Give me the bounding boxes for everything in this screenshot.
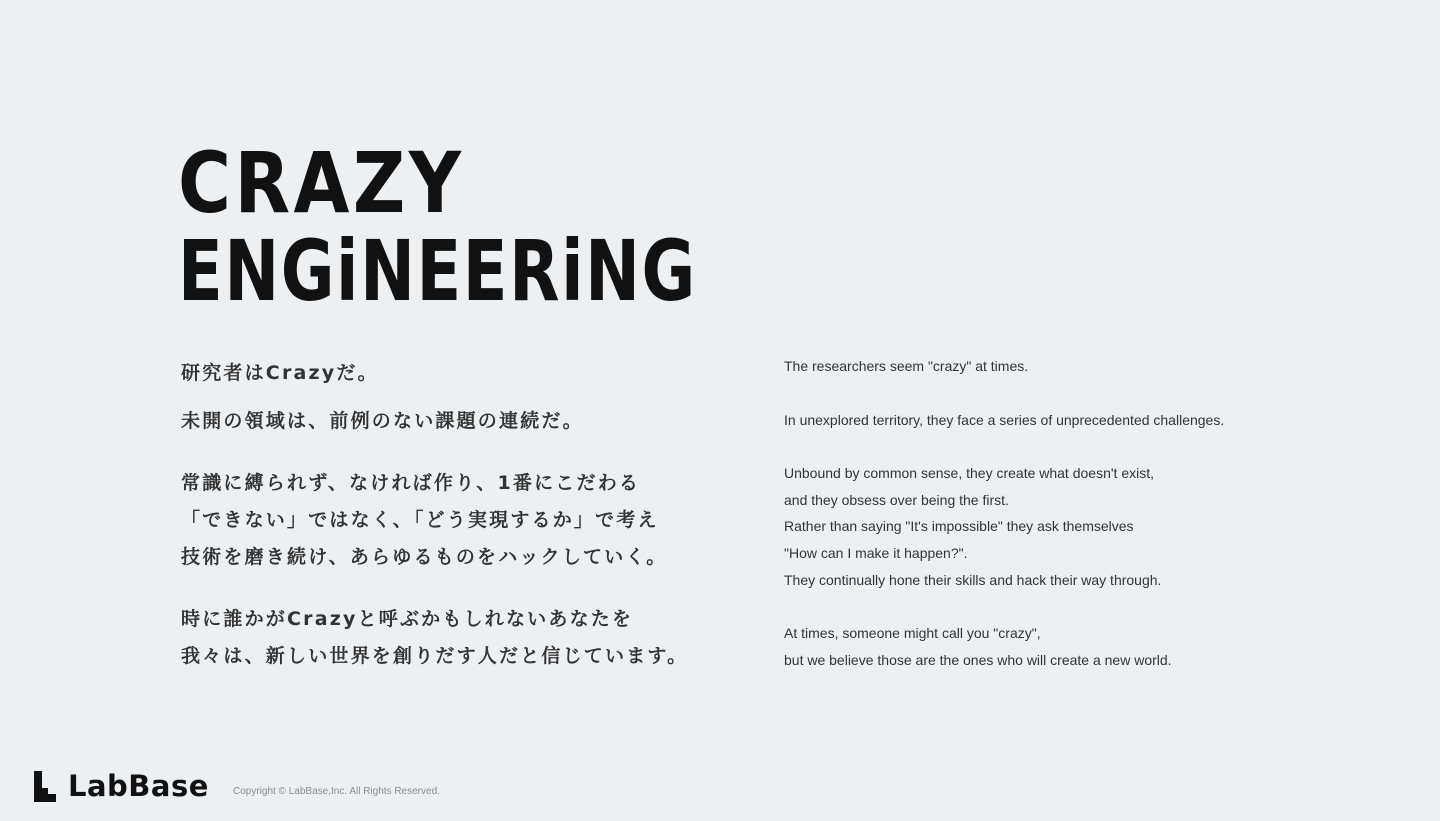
english-paragraph-3 (784, 460, 1161, 593)
title-crazy: CRAZY (178, 134, 465, 232)
labbase-logo-text: LabBase (68, 769, 209, 803)
labbase-logo-mark-icon (34, 771, 56, 802)
japanese-line: 技術を磨き続け、あらゆるものをハックしていく。 (181, 546, 668, 568)
japanese-line: 時に誰かがCrazyと呼ぶかもしれないあなたを (181, 608, 634, 630)
japanese-paragraph-2 (181, 403, 584, 440)
english-line: They continually hone their skills and hack their way through. (784, 571, 1162, 588)
labbase-logo (34, 770, 209, 802)
japanese-line: 「できない」ではなく、「どう実現するか」で考え (181, 509, 659, 531)
english-paragraph-4 (784, 620, 1172, 673)
english-line: In unexplored territory, they face a series of unprecedented challenges. (784, 412, 1225, 428)
japanese-paragraph-1 (181, 355, 379, 392)
japanese-line: 未開の領域は、前例のない課題の連続だ。 (181, 410, 584, 432)
english-line: "How can I make it happen?". (784, 545, 968, 562)
english-line: At times, someone might call you "crazy", (784, 625, 1041, 641)
english-line: The researchers seem "crazy" at times. (784, 358, 1029, 374)
english-line: Rather than saying "It's impossible" they ask themselves (784, 518, 1134, 535)
japanese-line: 我々は、新しい世界を創りだす人だと信じています。 (181, 645, 689, 667)
japanese-line: 常識に縛られず、なければ作り、1番にこだわる (181, 472, 641, 494)
english-paragraph-2 (784, 407, 1224, 434)
english-paragraph-1 (784, 353, 1028, 380)
japanese-paragraph-3 (181, 465, 667, 576)
english-line: but we believe those are the ones who will create a new world. (784, 651, 1172, 668)
japanese-line: 研究者はCrazyだ。 (181, 362, 379, 384)
english-line: Unbound by common sense, they create what doesn't exist, (784, 465, 1154, 481)
japanese-paragraph-4 (181, 601, 688, 675)
english-line: and they obsess over being the first. (784, 491, 1009, 508)
copyright-notice: Copyright © LabBase,Inc. All Rights Reserved. (233, 786, 440, 797)
title-engineering: ENGiNEERiNG (178, 222, 697, 320)
